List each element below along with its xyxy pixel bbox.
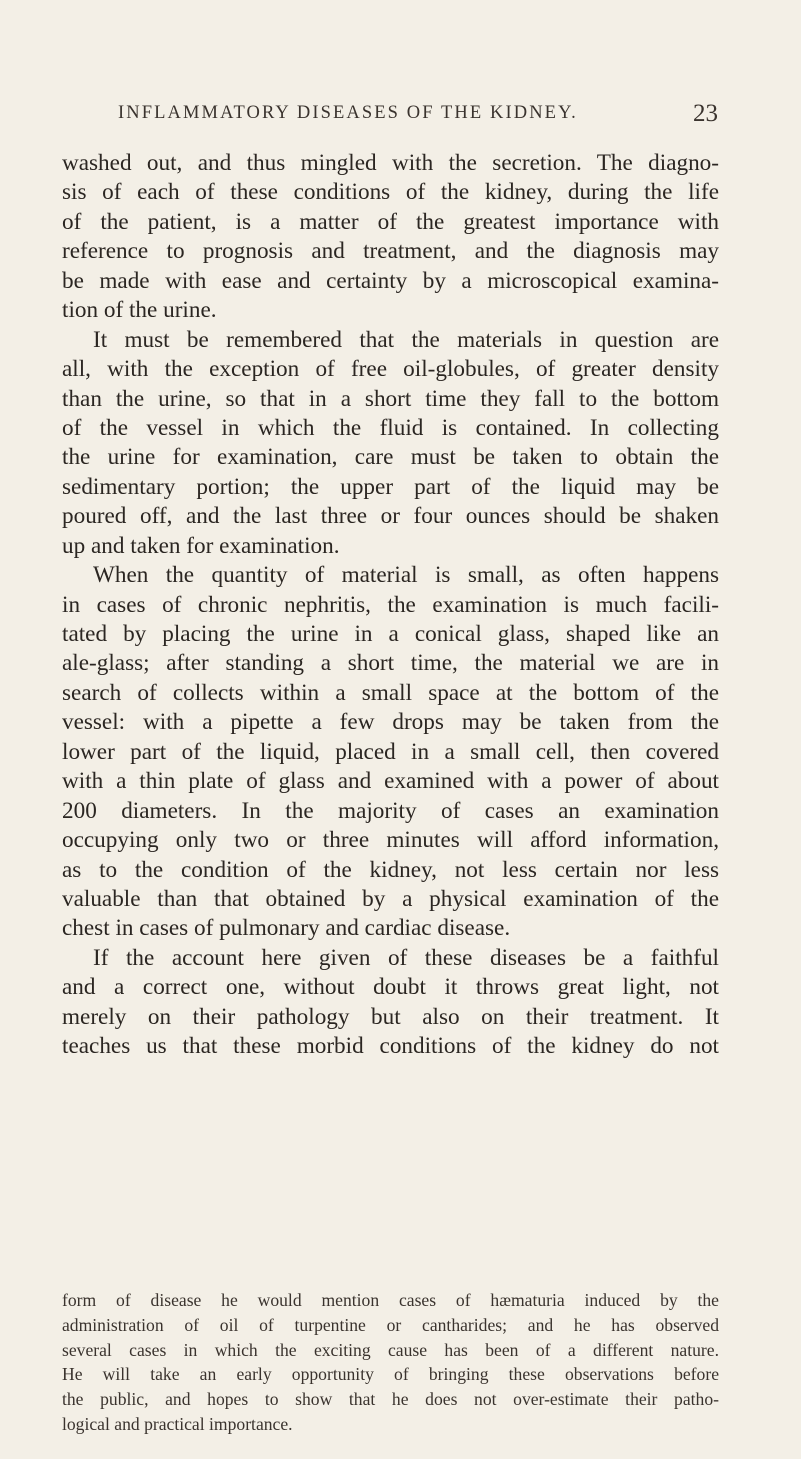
text-line: occupying only two or three minutes will afford information, xyxy=(62,827,719,854)
text-line: vessel: with a pipette a few drops may be taken from the xyxy=(62,709,719,736)
main-text xyxy=(62,149,719,1062)
paragraph-first-line: It must be remembered that the materials in question are xyxy=(93,326,719,353)
text-line: of the vessel in which the fluid is contained. In collecting xyxy=(62,414,719,441)
footnote-line: logical and practical importance. xyxy=(62,1413,293,1434)
text-line: teaches us that these morbid conditions of the kidney do not xyxy=(62,1033,719,1060)
running-header xyxy=(118,100,718,133)
text-line: the urine for examination, care must be taken to obtain the xyxy=(62,444,719,471)
text-line: all, with the exception of free oil-globules, of greater density xyxy=(62,356,719,383)
footnote-line: the public, and hopes to show that he does not over-estimate their patho- xyxy=(62,1389,719,1410)
text-line: with a thin plate of glass and examined with a power of about xyxy=(62,768,719,795)
text-line: in cases of chronic nephritis, the examination is much facili- xyxy=(62,591,719,618)
text-line: poured off, and the last three or four ounces should be shaken xyxy=(62,503,719,530)
text-line: sedimentary portion; the upper part of the liquid may be xyxy=(62,473,719,500)
footnote-line: several cases in which the exciting cause has been of a different nature. xyxy=(62,1339,719,1360)
text-line: up and taken for examination. xyxy=(62,532,340,559)
text-line: as to the condition of the kidney, not less certain nor less xyxy=(62,856,719,883)
text-line: than the urine, so that in a short time they fall to the bottom xyxy=(62,385,719,412)
text-line: of the patient, is a matter of the greatest importance with xyxy=(62,208,719,235)
text-line: lower part of the liquid, placed in a small cell, then covered xyxy=(62,738,719,765)
text-line: 200 diameters. In the majority of cases an examination xyxy=(62,797,719,824)
text-line: reference to prognosis and treatment, and the diagnosis may xyxy=(62,238,719,265)
footnote-line: form of disease he would mention cases of hæmaturia induced by the xyxy=(62,1290,719,1310)
text-line: tion of the urine. xyxy=(62,297,217,324)
running-head-title: INFLAMMATORY DISEASES OF THE KIDNEY. xyxy=(118,103,578,123)
text-line: be made with ease and certainty by a microscopical examina- xyxy=(62,267,719,294)
text-line: ale-glass; after standing a short time, the material we are in xyxy=(62,650,719,677)
text-line: tated by placing the urine in a conical glass, shaped like an xyxy=(62,621,719,647)
text-line: valuable than that obtained by a physical examination of the xyxy=(62,885,719,912)
text-line: sis of each of these conditions of the kidney, during the life xyxy=(62,179,719,206)
footnote xyxy=(62,1288,719,1437)
page-number: 23 xyxy=(693,100,718,127)
text-line: and a correct one, without doubt it throws great light, not xyxy=(62,974,719,1001)
footnote-line: administration of oil of turpentine or cantharides; and he has observed xyxy=(62,1314,719,1335)
text-line: merely on their pathology but also on their treatment. It xyxy=(62,1003,719,1030)
text-line: chest in cases of pulmonary and cardiac disease. xyxy=(62,915,511,942)
text-line: washed out, and thus mingled with the secretion. The diagno- xyxy=(62,150,719,176)
paragraph-first-line: When the quantity of material is small, as often happens xyxy=(93,562,719,589)
text-line: search of collects within a small space at the bottom of the xyxy=(62,679,719,706)
paragraph-first-line: If the account here given of these diseases be a faithful xyxy=(93,944,719,971)
footnote-line: He will take an early opportunity of bringing these observations before xyxy=(62,1364,719,1385)
